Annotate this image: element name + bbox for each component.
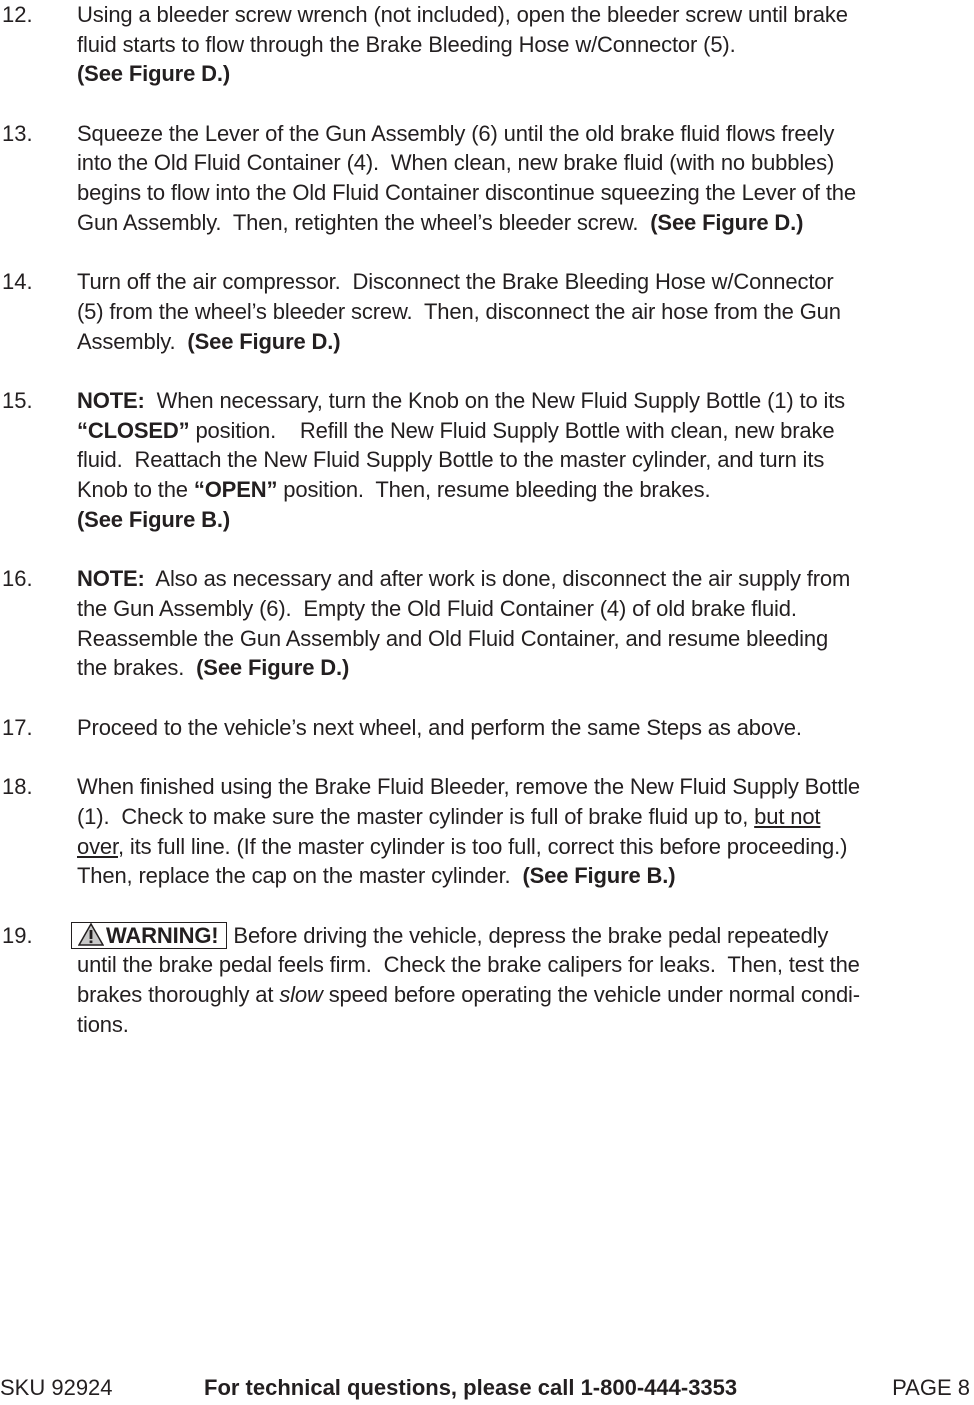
- step-number: 19.: [2, 922, 33, 948]
- bold-text: (See Figure D.): [196, 655, 350, 681]
- step-text: [77, 713, 974, 743]
- text-line: [77, 950, 974, 980]
- text-span: , its full line. (If the master cylinder is too full, correct this before proceeding.): [117, 833, 848, 859]
- bold-text: (See Figure B.): [522, 863, 676, 889]
- text-line: [77, 832, 974, 862]
- text-line: [77, 594, 974, 624]
- text-line: [77, 178, 974, 208]
- text-span: When finished using the Brake Fluid Bleeder, remove the New Fluid Supply Bottle: [77, 774, 861, 800]
- bold-text: (See Figure D.): [187, 328, 341, 354]
- step-text: [77, 267, 974, 356]
- support-phone-note: For technical questions, please call 1-800-444-3353: [204, 1375, 738, 1400]
- text-line: [77, 119, 974, 149]
- text-line: [77, 713, 974, 743]
- page-footer: [0, 1375, 974, 1405]
- text-span: Reassemble the Gun Assembly and Old Fluid Container, and resume bleeding: [77, 625, 829, 651]
- bold-text: (See Figure B.): [77, 506, 230, 532]
- text-span: position. Refill the New Fluid Supply Bottle with clean, new brake: [189, 417, 835, 443]
- underlined-text: but not: [754, 803, 821, 829]
- step-number: 12.: [2, 2, 33, 27]
- text-span: the Gun Assembly (6). Empty the Old Fluid Container (4) of old brake fluid.: [77, 595, 797, 621]
- text-line: [77, 327, 974, 357]
- text-line: [77, 653, 974, 683]
- step-number: 18.: [2, 774, 33, 800]
- text-span: until the brake pedal feels firm. Check the brake calipers for leaks. Then, test the: [77, 952, 860, 978]
- step-number: 15.: [2, 388, 33, 414]
- text-line: [77, 297, 974, 327]
- step-number: 13.: [2, 120, 33, 146]
- text-line: [77, 445, 974, 475]
- bold-text: NOTE:: [77, 388, 145, 414]
- text-line: [77, 208, 974, 238]
- text-span: brakes thoroughly at: [77, 982, 280, 1008]
- text-span: into the Old Fluid Container (4). When clean, new brake fluid (with no bubbles): [77, 150, 835, 176]
- text-span: Proceed to the vehicle’s next wheel, and perform the same Steps as above.: [77, 714, 802, 740]
- bold-text: “CLOSED”: [77, 417, 190, 443]
- bold-text: NOTE:: [77, 566, 145, 592]
- text-span: fluid. Reattach the New Fluid Supply Bottle to the master cylinder, and turn its: [77, 447, 825, 473]
- text-line: [77, 148, 974, 178]
- text-line: [77, 416, 974, 446]
- text-span: (1). Check to make sure the master cylinder is full of brake fluid up to,: [77, 803, 755, 829]
- text-span: tions.: [77, 1011, 129, 1037]
- bold-text: (See Figure D.): [77, 61, 230, 87]
- text-span: fluid starts to flow through the Brake Bleeding Hose w/Connector (5).: [77, 31, 736, 57]
- text-line: [77, 624, 974, 654]
- warning-triangle-icon: [78, 923, 104, 946]
- text-line: [77, 921, 974, 951]
- text-line: [77, 980, 974, 1010]
- step-text: [77, 564, 974, 683]
- italic-text: slow: [279, 982, 323, 1008]
- text-line: [77, 475, 974, 505]
- step-number: 16.: [2, 566, 33, 592]
- bold-text: “OPEN”: [193, 477, 278, 503]
- text-line: [77, 1010, 974, 1040]
- bold-text: (See Figure D.): [650, 209, 804, 235]
- text-span: Also as necessary and after work is done, disconnect the air supply from: [144, 566, 851, 592]
- text-line: [77, 30, 974, 60]
- step-number: 17.: [2, 714, 33, 740]
- step-text: [77, 119, 974, 238]
- text-span: Then, replace the cap on the master cylinder.: [77, 863, 523, 889]
- text-line: [77, 802, 974, 832]
- text-span: speed before operating the vehicle under normal condi-: [322, 982, 860, 1008]
- step-text: [77, 921, 974, 1040]
- text-line: [77, 861, 974, 891]
- text-span: When necessary, turn the Knob on the New Fluid Supply Bottle (1) to its: [144, 388, 846, 414]
- page-number: PAGE 8: [892, 1375, 970, 1400]
- text-span: Before driving the vehicle, depress the brake pedal repeatedly: [227, 922, 829, 948]
- text-line: [77, 267, 974, 297]
- text-span: Turn off the air compressor. Disconnect the Brake Bleeding Hose w/Connector: [77, 269, 834, 295]
- text-line: [77, 772, 974, 802]
- sku-number: SKU 92924: [0, 1375, 113, 1400]
- warning-text: WARNING!: [106, 922, 219, 948]
- text-span: Squeeze the Lever of the Gun Assembly (6) until the old brake fluid flows freely: [77, 120, 835, 146]
- step-text: [77, 0, 974, 89]
- step-text: [77, 386, 974, 534]
- text-span: position. Then, resume bleeding the brakes.: [277, 477, 711, 503]
- text-span: Knob to the: [77, 477, 194, 503]
- text-span: Gun Assembly. Then, retighten the wheel’s bleeder screw.: [77, 209, 651, 235]
- text-span: begins to flow into the Old Fluid Container discontinue squeezing the Lever of the: [77, 180, 856, 206]
- step-text: [77, 772, 974, 891]
- step-number: 14.: [2, 269, 33, 295]
- text-span: Using a bleeder screw wrench (not included), open the bleeder screw until brake: [77, 2, 848, 27]
- text-line: [77, 386, 974, 416]
- text-line: [77, 0, 974, 30]
- text-span: (5) from the wheel’s bleeder screw. Then, disconnect the air hose from the Gun: [77, 298, 841, 324]
- text-line: [77, 505, 974, 535]
- text-span: Assembly.: [77, 328, 188, 354]
- text-line: [77, 564, 974, 594]
- underlined-text: over: [77, 833, 118, 859]
- text-span: the brakes.: [77, 655, 197, 681]
- warning-label: [71, 922, 227, 949]
- text-line: [77, 59, 974, 89]
